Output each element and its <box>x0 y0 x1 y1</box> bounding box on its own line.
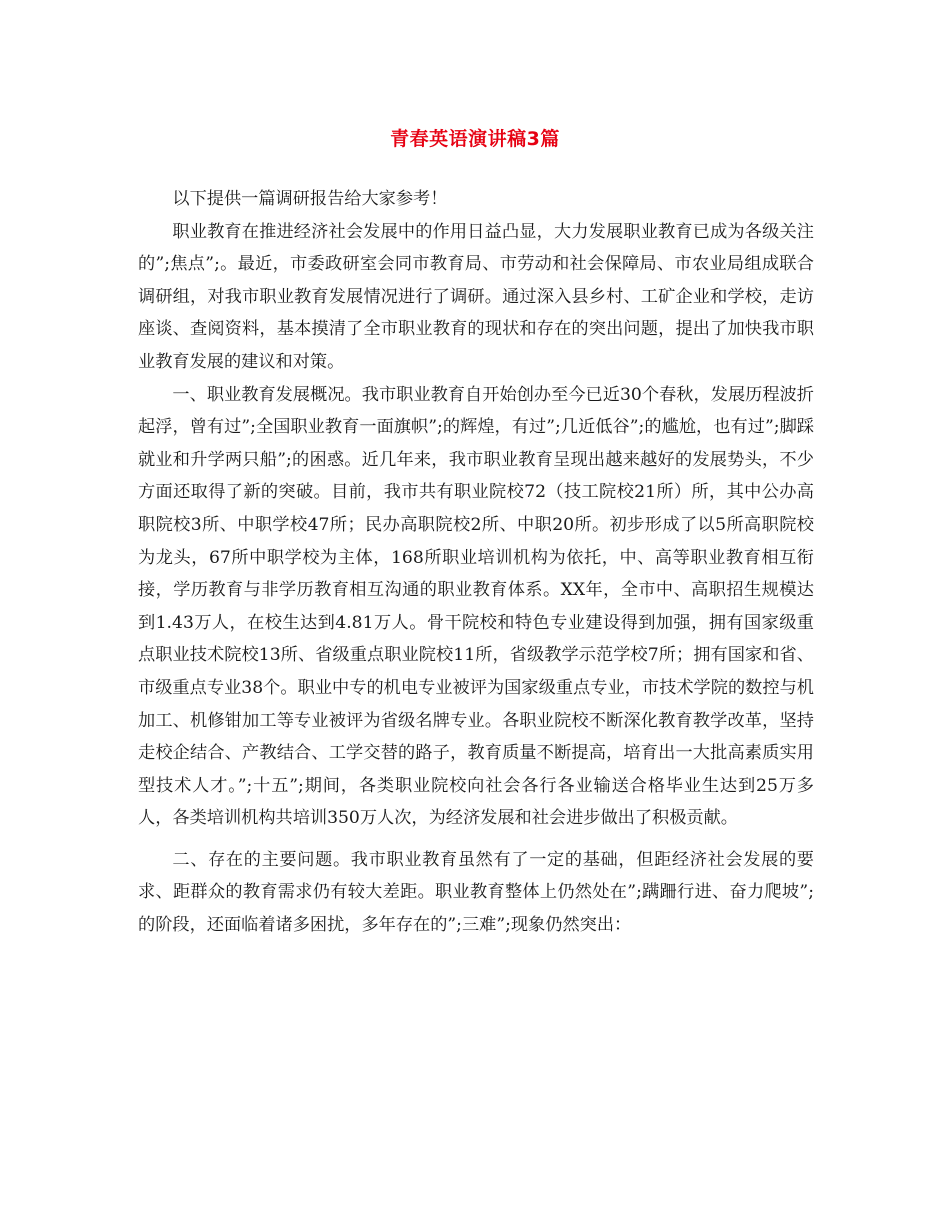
paragraph-intro: 以下提供一篇调研报告给大家参考！ <box>172 189 448 209</box>
document-title: 青春英语演讲稿3篇 <box>390 128 560 150</box>
paragraph-section-two: 二、存在的主要问题。我市职业教育虽然有了一定的基础，但距经济社会发展的要求、距群众的教育需求仍有较大差距。职业教育整体上仍然处在”;蹒跚行进、奋力爬坡”;的阶段，还面临着诸多困扰，多年存在的”;三难”;现象仍然突出： <box>138 849 814 936</box>
paragraph-overview-intro: 职业教育在推进经济社会发展中的作用日益凸显，大力发展职业教育已成为各级关注的”;焦点”;。最近，市委政研室会同市教育局、市劳动和社会保障局、市农业局组成联合调研组，对我市职业教育发展情况进行了调研。通过深入县乡村、工矿企业和学校，走访座谈、查阅资料，基本摸清了全市职业教育的现状和存在的突出问题，提出了加快我市职业教育发展的建议和对策。 <box>138 221 814 372</box>
document-body <box>138 183 814 942</box>
paragraph-section-one: 一、职业教育发展概况。我市职业教育自开始创办至今已近30个春秋，发展历程波折起浮，曾有过”;全国职业教育一面旗帜”;的辉煌，有过”;几近低谷”;的尴尬，也有过”;脚踩就业和升学两只船”;的困惑。近几年来，我市职业教育呈现出越来越好的发展势头，不少方面还取得了新的突破。目前，我市共有职业院校72（技工院校21所）所，其中公办高职院校3所、中职学校47所；民办高职院校2所、中职20所。初步形成了以5所高职院校为龙头，67所中职学校为主体，168所职业培训机构为依托，中、高等职业教育相互衔接，学历教育与非学历教育相互沟通的职业教育体系。XX年，全市中、高职招生规模达到1.43万人，在校生达到4.81万人。骨干院校和特色专业建设得到加强，拥有国家级重点职业技术院校13所、省级重点职业院校11所，省级教学示范学校7所；拥有国家和省、市级重点专业38个。职业中专的机电专业被评为国家级重点专业，市技术学院的数控与机加工、机修钳加工等专业被评为省级名牌专业。各职业院校不断深化教育教学改革，坚持走校企结合、产教结合、工学交替的路子，教育质量不断提高，培育出一大批高素质实用型技术人才。”;十五”;期间，各类职业院校向社会各行各业输送合格毕业生达到25万多人，各类培训机构共培训350万人次，为经济发展和社会进步做出了积极贡献。 <box>138 384 814 829</box>
